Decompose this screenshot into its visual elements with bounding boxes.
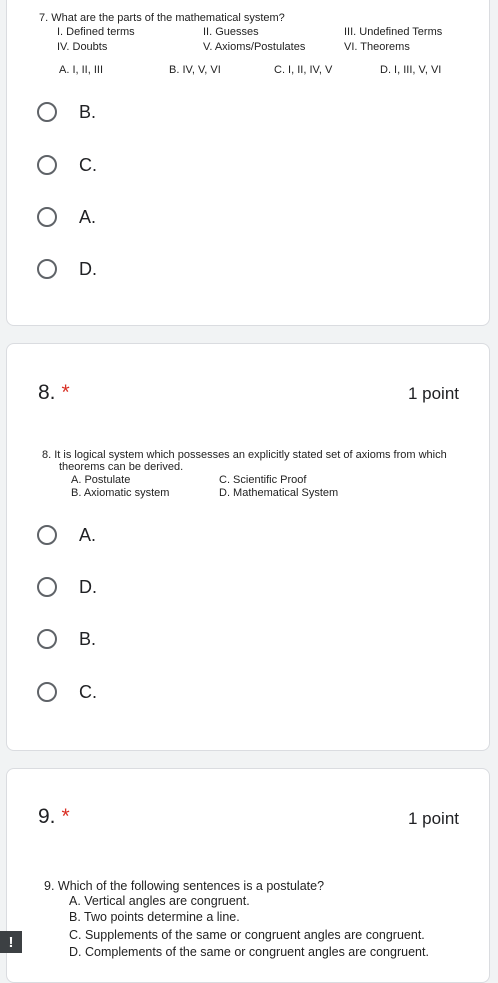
alert-icon[interactable]: ! <box>0 931 22 953</box>
radio-button[interactable] <box>37 629 57 649</box>
q9-choice-c: C. Supplements of the same or congruent angles are congruent. <box>69 928 425 942</box>
q7-option-a[interactable] <box>37 202 96 232</box>
q7-choice-d: D. I, III, V, VI <box>380 64 442 76</box>
option-label: C. <box>79 681 97 702</box>
q9-choice-a: A. Vertical angles are congruent. <box>69 894 250 908</box>
radio-button[interactable] <box>37 207 57 227</box>
question-8-card <box>6 343 490 751</box>
option-label: D. <box>79 258 97 279</box>
q8-choice-d: D. Mathematical System <box>219 487 339 499</box>
q8-option-c[interactable] <box>37 677 97 707</box>
points-label: 1 point <box>407 809 459 828</box>
points-label: 1 point <box>407 384 459 403</box>
q7-item-5: V. Axioms/Postulates <box>203 41 306 53</box>
q7-item-1: I. Defined terms <box>57 26 135 38</box>
q7-choice-b: B. IV, V, VI <box>169 64 221 76</box>
q7-option-d[interactable] <box>37 254 97 284</box>
question-9-card <box>6 768 490 983</box>
q7-choice-a: A. I, II, III <box>59 64 104 76</box>
q9-choice-b: B. Two points determine a line. <box>69 910 240 924</box>
question-8-image <box>7 448 491 508</box>
radio-button[interactable] <box>37 682 57 702</box>
question-9-image <box>7 877 491 977</box>
question-7-image <box>7 0 491 91</box>
radio-button[interactable] <box>37 155 57 175</box>
required-asterisk: * <box>61 381 70 404</box>
q7-option-c[interactable] <box>37 150 97 180</box>
question-number: 9. <box>38 805 56 828</box>
q9-choice-d: D. Complements of the same or congruent angles are congruent. <box>69 945 429 959</box>
q7-item-3: III. Undefined Terms <box>344 26 443 38</box>
q8-question-line-1: 8. It is logical system which possesses an explicitly stated set of axioms from which <box>42 449 447 461</box>
question-7-card <box>6 0 490 326</box>
q7-item-2: II. Guesses <box>203 26 259 38</box>
radio-button[interactable] <box>37 102 57 122</box>
q8-choice-b: B. Axiomatic system <box>71 487 170 499</box>
q7-choice-c: C. I, II, IV, V <box>274 64 333 76</box>
q8-choice-c: C. Scientific Proof <box>219 474 307 486</box>
option-label: C. <box>79 154 97 175</box>
q8-question-line-2: theorems can be derived. <box>59 461 184 473</box>
option-label: A. <box>79 206 97 227</box>
q8-option-a[interactable] <box>37 520 96 550</box>
option-label: B. <box>79 101 97 122</box>
q8-option-d[interactable] <box>37 572 97 602</box>
required-asterisk: * <box>61 805 70 828</box>
option-label: A. <box>79 524 97 545</box>
q7-item-4: IV. Doubts <box>57 41 108 53</box>
radio-button[interactable] <box>37 259 57 279</box>
question-title <box>38 805 70 829</box>
q8-option-b[interactable] <box>37 624 96 654</box>
q7-item-6: VI. Theorems <box>344 41 410 53</box>
option-label: B. <box>79 628 97 649</box>
question-number: 8. <box>38 381 56 404</box>
question-title <box>38 381 70 405</box>
q7-question-text: 7. What are the parts of the mathematical system? <box>39 12 285 24</box>
q9-question-text: 9. Which of the following sentences is a postulate? <box>44 879 325 893</box>
q8-choice-a: A. Postulate <box>71 474 131 486</box>
q7-option-b[interactable] <box>37 97 96 127</box>
option-label: D. <box>79 576 97 597</box>
radio-button[interactable] <box>37 525 57 545</box>
radio-button[interactable] <box>37 577 57 597</box>
